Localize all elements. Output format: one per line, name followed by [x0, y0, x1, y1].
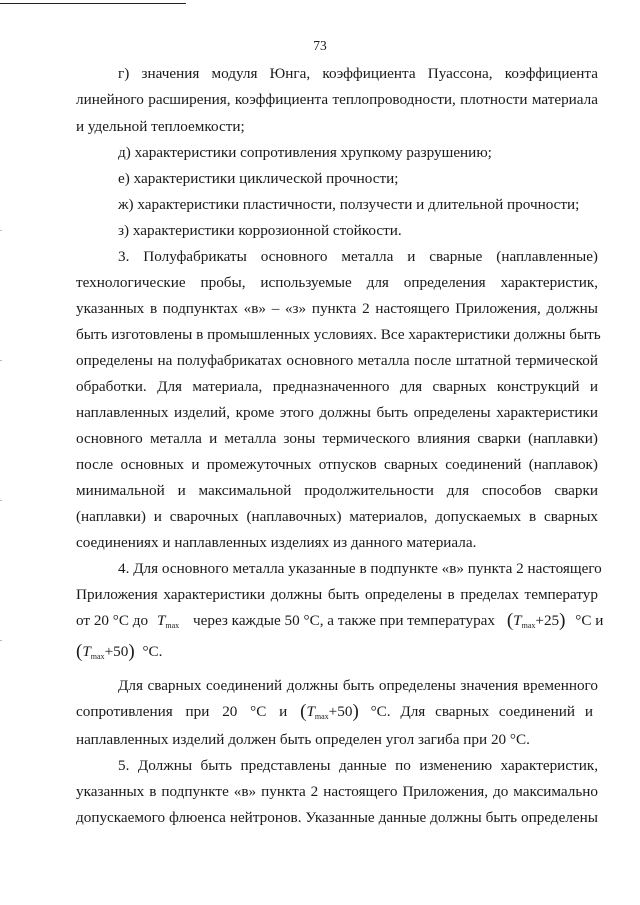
list-item: е) характеристики циклической прочности;: [118, 170, 399, 187]
text-line: наплавленных изделий, кроме этого должны быть определены характеристики: [76, 404, 598, 421]
math-term: +25: [535, 612, 560, 629]
math-subscript: max: [90, 652, 105, 661]
header-rule: [0, 3, 186, 4]
formula-t-max: [157, 612, 179, 629]
text-segment: через каждые 50 °С, а также при температурах: [192, 612, 496, 629]
math-paren: (: [76, 641, 83, 662]
math-paren: ): [128, 641, 135, 662]
formula-line: [76, 642, 162, 667]
text-segment: °С и: [575, 612, 604, 629]
list-item: д) характеристики сопротивления хрупкому разрушению;: [118, 144, 492, 161]
text-line: минимальной и максимальной продолжительности для способов сварки: [76, 482, 598, 499]
formula-line: [76, 702, 593, 727]
text-line: и удельной теплоемкости;: [76, 118, 245, 135]
text-line: быть изготовлены в промышленных условиях. Все характеристики должны быть: [76, 326, 601, 343]
math-paren: (: [506, 610, 514, 631]
text-line: технологические пробы, используемые для определения характеристик,: [76, 274, 598, 291]
text-line: указанных в подпунктах «в» – «з» пункта 2 настоящего Приложения, должны: [76, 300, 598, 317]
list-item: з) характеристики коррозионной стойкости.: [118, 222, 402, 239]
list-item: ж) характеристики пластичности, ползучести и длительной прочности;: [118, 196, 580, 213]
math-paren: ): [559, 610, 566, 631]
text-line: допускаемого флюенса нейтронов. Указанные данные должны быть определены: [76, 809, 598, 826]
text-line: указанных в подпункте «в» пункта 2 настоящего Приложения, до максимально: [76, 783, 598, 800]
math-symbol: T: [82, 643, 91, 660]
text-line: соединениях и наплавленных изделиях из данного материала.: [76, 534, 477, 551]
text-line: после основных и промежуточных отпусков сварных соединений (наплавок): [76, 456, 598, 473]
math-symbol: T: [513, 612, 522, 629]
paragraph-5-first-line: 5. Должны быть представлены данные по изменению характеристик,: [118, 757, 598, 774]
text-line: линейного расширения, коэффициента теплопроводности, плотности материала: [76, 91, 598, 108]
math-paren: (: [300, 701, 307, 722]
scan-mark: [0, 360, 2, 361]
paragraph-4-first-line: 4. Для основного металла указанные в подпункте «в» пункта 2 настоящего: [118, 560, 602, 577]
math-symbol: T: [156, 612, 166, 629]
text-segment: °С.: [142, 643, 163, 660]
formula-line: [76, 611, 603, 636]
text-line: (наплавки) и сварочных (наплавочных) материалов, допускаемых в сварных: [76, 508, 598, 525]
text-line: определены на полуфабрикатах основного металла после штатной термической: [76, 352, 598, 369]
scan-mark: [0, 230, 2, 231]
text-line: Приложения характеристики должны быть определены в пределах температур: [76, 586, 598, 603]
math-paren: ): [352, 701, 359, 722]
scan-mark: [0, 500, 2, 501]
math-subscript: max: [521, 621, 536, 630]
math-symbol: T: [306, 703, 315, 720]
text-line: г) значения модуля Юнга, коэффициента Пуассона, коэффициента: [118, 65, 598, 82]
paragraph-3-first-line: 3. Полуфабрикаты основного металла и сварные (наплавленные): [118, 248, 598, 265]
formula-t-max-plus-25: [507, 612, 566, 629]
text-line: обработки. Для материала, предназначенного для сварных конструкций и: [76, 378, 598, 395]
scan-mark: [0, 640, 2, 641]
math-term: +50: [328, 703, 353, 720]
text-segment: °С. Для сварных соединений и: [370, 703, 593, 720]
paragraph-first-line: Для сварных соединений должны быть определены значения временного: [118, 677, 598, 694]
text-segment: сопротивления при 20 °С и: [76, 703, 288, 720]
text-line: наплавленных изделий должен быть определен угол загиба при 20 °С.: [76, 731, 530, 748]
math-term: +50: [104, 643, 129, 660]
math-subscript: max: [165, 621, 180, 630]
page-number: 73: [313, 38, 327, 53]
text-segment: от 20 °С до: [76, 612, 149, 629]
formula-t-max-plus-50: [300, 703, 359, 720]
formula-t-max-plus-50: [76, 643, 135, 660]
text-line: основного металла и металла зоны термического влияния сварки (наплавки): [76, 430, 598, 447]
math-subscript: max: [314, 712, 329, 721]
